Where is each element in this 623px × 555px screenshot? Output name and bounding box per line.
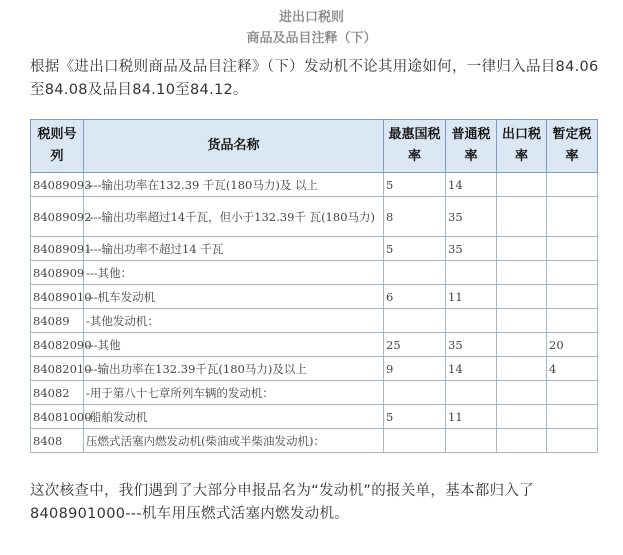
cell-general: 11 (446, 405, 497, 429)
table-row (31, 261, 598, 285)
cell-general: 14 (446, 173, 497, 197)
document-title: 进出口税则 (278, 10, 344, 25)
cell-code: 84089093 (31, 173, 84, 197)
document-subtitle: 商品及品目注释（下） (246, 31, 377, 46)
cell-name: ---输出功率在132.39千瓦(180马力)及以上 (84, 357, 384, 381)
cell-general: 14 (446, 357, 497, 381)
cell-mfn (384, 309, 446, 333)
cell-mfn (384, 261, 446, 285)
cell-general (446, 381, 497, 405)
table-row (31, 197, 598, 237)
table-header-row (31, 120, 598, 173)
cell-provisional (547, 261, 598, 285)
header-goods-name: 货品名称 (84, 120, 384, 173)
cell-name: ---机车发动机 (84, 285, 384, 309)
cell-general: 35 (446, 333, 497, 357)
cell-mfn (384, 429, 446, 453)
cell-name: ---其他 (84, 333, 384, 357)
header-export-rate: 出口税率 (497, 120, 547, 173)
table-row (31, 285, 598, 309)
cell-name: -用于第八十七章所列车辆的发动机： (84, 381, 384, 405)
table-row (31, 405, 598, 429)
cell-provisional (547, 237, 598, 261)
cell-code: 84082090 (31, 333, 84, 357)
cell-provisional (547, 197, 598, 237)
table-row (31, 357, 598, 381)
cell-code: 84089010 (31, 285, 84, 309)
cell-general (446, 261, 497, 285)
cell-export (497, 285, 547, 309)
cell-export (497, 429, 547, 453)
cell-export (497, 261, 547, 285)
header-mfn-rate: 最惠国税率 (384, 120, 446, 173)
cell-name: ----输出功率不超过14 千瓦 (84, 237, 384, 261)
cell-export (497, 173, 547, 197)
cell-export (497, 357, 547, 381)
cell-export (497, 381, 547, 405)
cell-mfn: 8 (384, 197, 446, 237)
cell-mfn: 5 (384, 405, 446, 429)
cell-name: ----输出功率超过14千瓦，但小于132.39千 瓦(180马力) (84, 197, 384, 237)
cell-code: 8408 (31, 429, 84, 453)
table-row (31, 237, 598, 261)
cell-provisional (547, 429, 598, 453)
cell-export (497, 405, 547, 429)
cell-code: 84089091 (31, 237, 84, 261)
cell-mfn: 9 (384, 357, 446, 381)
cell-export (497, 197, 547, 237)
cell-general (446, 309, 497, 333)
cell-mfn (384, 381, 446, 405)
table-row (31, 333, 598, 357)
cell-provisional (547, 309, 598, 333)
cell-provisional: 20 (547, 333, 598, 357)
conclusion-paragraph: 这次核查中，我们遇到了大部分申报品名为“发动机”的报关单，基本都归入了8408901000---机车用压燃式活塞内燃发动机。 (30, 483, 535, 522)
cell-name: 压燃式活塞内燃发动机(柴油或半柴油发动机)： (84, 429, 384, 453)
cell-mfn: 5 (384, 237, 446, 261)
cell-provisional (547, 285, 598, 309)
table-row (31, 309, 598, 333)
cell-code: 84089092 (31, 197, 84, 237)
cell-provisional (547, 405, 598, 429)
cell-general: 35 (446, 237, 497, 261)
cell-export (497, 237, 547, 261)
tariff-table (30, 119, 598, 453)
header-tariff-code: 税则号列 (31, 120, 84, 173)
cell-code: 84082010 (31, 357, 84, 381)
cell-provisional (547, 173, 598, 197)
cell-code: 84089 (31, 309, 84, 333)
cell-provisional (547, 381, 598, 405)
cell-mfn: 25 (384, 333, 446, 357)
table-row (31, 173, 598, 197)
table-row (31, 381, 598, 405)
cell-mfn: 6 (384, 285, 446, 309)
cell-code: 8408909 (31, 261, 84, 285)
cell-mfn: 5 (384, 173, 446, 197)
table-row (31, 429, 598, 453)
cell-export (497, 333, 547, 357)
header-provisional-rate: 暂定税率 (547, 120, 598, 173)
cell-general: 11 (446, 285, 497, 309)
cell-name: ---其他： (84, 261, 384, 285)
cell-name: -其他发动机： (84, 309, 384, 333)
cell-name: -船舶发动机 (84, 405, 384, 429)
intro-paragraph: 根据《进出口税则商品及品目注释》（下）发动机不论其用途如何，一律归入品目84.06至84.08及品目84.10至84.12。 (30, 59, 599, 98)
header-general-rate: 普通税率 (446, 120, 497, 173)
cell-code: 84081000 (31, 405, 84, 429)
cell-provisional: 4 (547, 357, 598, 381)
cell-name: ----输出功率在132.39 千瓦(180马力)及 以上 (84, 173, 384, 197)
cell-export (497, 309, 547, 333)
cell-general: 35 (446, 197, 497, 237)
cell-general (446, 429, 497, 453)
cell-code: 84082 (31, 381, 84, 405)
